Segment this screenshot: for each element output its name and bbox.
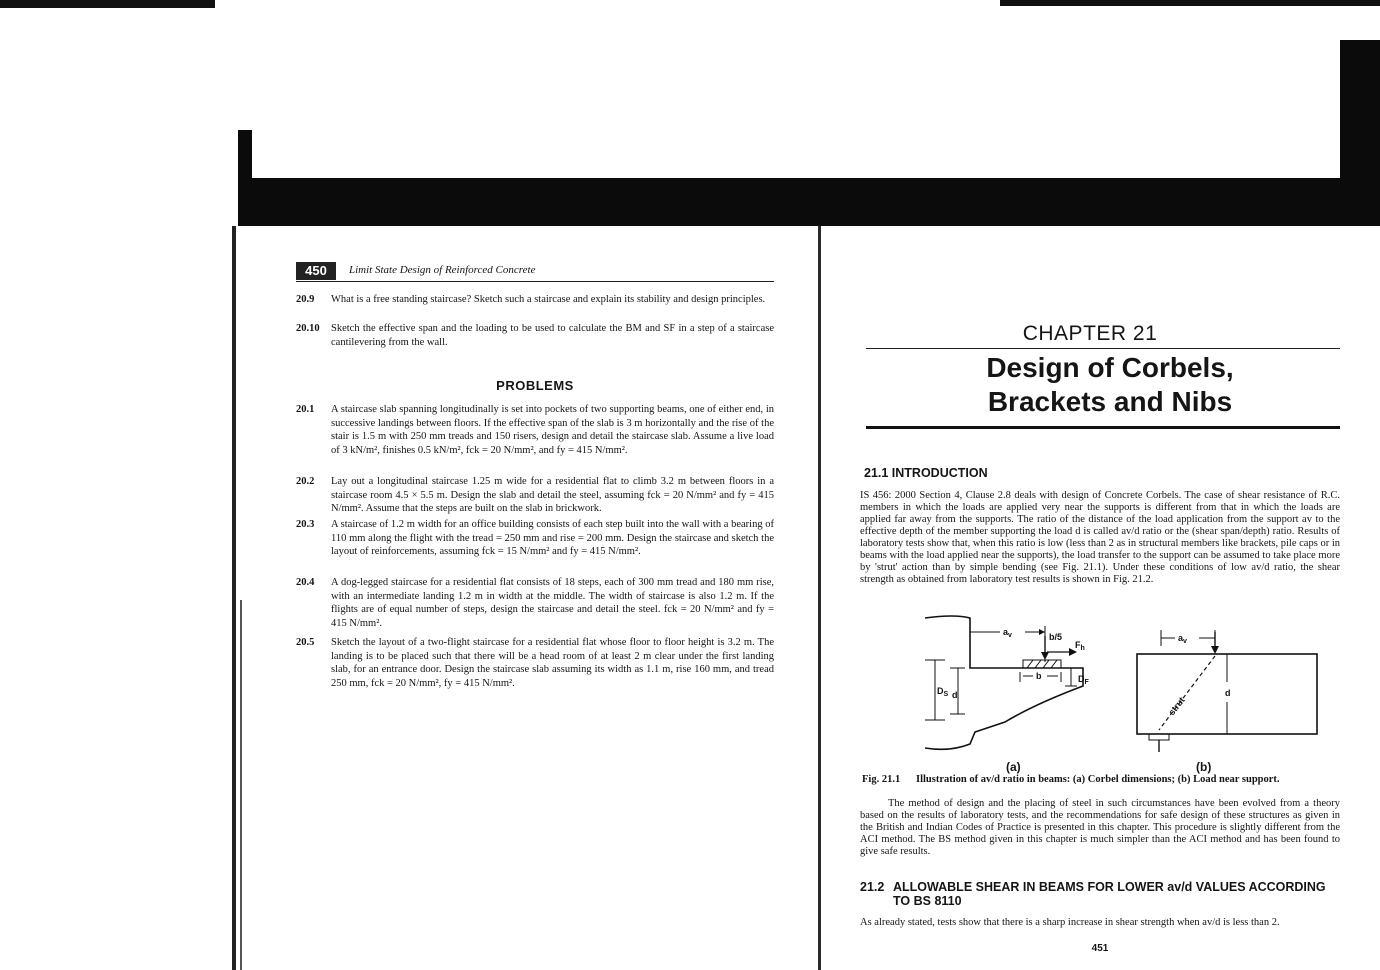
page-edge-left	[232, 226, 236, 970]
problem-text: Lay out a longitudinal staircase 1.25 m wide for a residential flat to climb 3.2 m between floors in a staircase room 4.5 × 5.5 m. Design the slab and detail the steel, assuming fck = 20 N/mm² and fy = 415 N/mm². Assume that the steps are built on the slab in brickwork.	[331, 476, 774, 515]
page-edge-left-inner	[240, 600, 242, 970]
figure-label-b: (b)	[1196, 760, 1212, 774]
section-heading-introduction: 21.1 INTRODUCTION	[864, 466, 988, 480]
chapter-label: CHAPTER 21	[1022, 322, 1158, 345]
label-fh: $F_h$	[1075, 640, 1085, 652]
question-number: 20.10	[296, 323, 320, 334]
chapter-rule-bottom	[866, 426, 1340, 429]
label-ds: $D_S$	[937, 686, 949, 698]
section-heading-allowable-shear: ALLOWABLE SHEAR IN BEAMS FOR LOWER av/d VALUES ACCORDING	[893, 880, 1326, 894]
label-av-a: $a_v$	[1003, 627, 1012, 639]
figure-caption-number: Fig. 21.1	[862, 774, 901, 785]
figure-caption-text: Illustration of av/d ratio in beams: (a) Corbel dimensions; (b) Load near support.	[916, 774, 1280, 785]
section-number-21-2: 21.2	[860, 880, 885, 894]
label-av-b: $a_v$	[1178, 633, 1187, 645]
chapter-title-line1: Design of Corbels,	[986, 352, 1234, 383]
scan-shadow-top-right	[1000, 0, 1380, 6]
page-number-right: 451	[1091, 943, 1109, 954]
scan-shadow-right-tip	[1340, 40, 1380, 226]
section-heading-allowable-shear-line2: TO BS 8110	[893, 894, 962, 908]
label-d-b: d	[1225, 688, 1231, 698]
label-strut: strut	[1166, 695, 1187, 718]
problem-number: 20.3	[296, 519, 315, 530]
question-text: What is a free standing staircase? Sketch such a staircase and explain its stability and design principles.	[331, 294, 766, 305]
figure-label-a: (a)	[1006, 760, 1021, 774]
problem-text: A staircase slab spanning longitudinally is set into pockets of two supporting beams, one of either end, in successive landings between floors. If the effective span of the slab is 3 m horizontally and the rise of the stair is 1.5 m with 250 mm treads and 150 risers, design and detail the staircase slab. Assume a live load of 3 kN/m², finishes 0.5 kN/m², fck = 20 N/mm², and fy = 415 N/mm².	[331, 404, 774, 456]
label-df: $D_F$	[1078, 674, 1089, 686]
problem-number: 20.5	[296, 637, 315, 648]
question-text: Sketch the effective span and the loading to be used to calculate the BM and SF in a step of a staircase cantilevering from the wall.	[331, 323, 774, 348]
problem-text: Sketch the layout of a two-flight staircase for a residential flat whose floor to floor height is 3.2 m. The landing is to be placed such that there will be a head room of at least 2 m clear under the first landing slab, for an entrance door. Design the staircase slab assuming its width as 1.1 m, rise 160 mm, and tread 250 mm, fck = 20 N/mm², fy = 415 N/mm².	[331, 637, 774, 689]
section-allowable-shear-text: As already stated, tests show that there is a sharp increase in shear strength when av/d is less than 2.	[860, 917, 1280, 928]
chapter-title-line2: Brackets and Nibs	[987, 386, 1233, 417]
design-method-paragraph: The method of design and the placing of steel in such circumstances have been evolved from a theory based on the results of laboratory tests, and the recommendations for safe design of these structures as given in the British and Indian Codes of Practice is presented in this chapter. This procedure is slightly different from the ACI method. The BS method given in this chapter is much simpler than the ACI method and has been found to give safe results.	[860, 798, 1340, 857]
label-d-a: d	[952, 690, 958, 700]
scan-shadow-band	[245, 178, 1380, 226]
section-introduction-text: IS 456: 2000 Section 4, Clause 2.8 deals with design of Concrete Corbels. The case of shear resistance of R.C. members in which the loads are applied very near the supports is different from that in which the loads are applied far away from the supports. The ratio of the distance of the load application from the support av to the effective depth of the member supporting the load d is called av/d ratio or the (shear span/depth) ratio. Results of laboratory tests show that, when this ratio is low (less than 2 as in structural members like brackets, pile caps or in beams with the load applied near the supports), the load transfer to the support can be assumed to take place more by 'strut' action than by simple bending (see Fig. 21.1). Under these conditions of low av/d ratio, the shear strength as obtained from laboratory test results is shown in Fig. 21.2.	[860, 490, 1340, 585]
running-head: Limit State Design of Reinforced Concrete	[349, 264, 536, 276]
label-b5: b/5	[1049, 632, 1063, 642]
header-rule	[296, 281, 774, 282]
book-gutter	[818, 226, 821, 970]
problem-text: A dog-legged staircase for a residential flat consists of 18 steps, each of 300 mm tread and 180 mm rise, with an intermediate landing 1.2 m in width at the middle. The width of staircase is also 1.2 m. If the flights are of equal number of steps, design the staircase and detail the steel. fck = 20 N/mm² and fy = 415 N/mm².	[331, 577, 774, 629]
problems-heading: PROBLEMS	[496, 378, 574, 393]
problem-number: 20.4	[296, 577, 315, 588]
scan-shadow-top-left	[0, 0, 215, 8]
problem-number: 20.2	[296, 476, 315, 487]
chapter-rule-top	[866, 348, 1340, 349]
problem-text: A staircase of 1.2 m width for an office building consists of each step built into the wall with a bearing of 110 mm along the flight with the tread = 250 mm and rise = 200 mm. Design the staircase and sketch the layout of reinforcements, assuming fck = 15 N/mm² and fy = 415 N/mm².	[331, 519, 774, 558]
question-number: 20.9	[296, 294, 315, 305]
problem-number: 20.1	[296, 404, 315, 415]
corbel-figure	[915, 612, 1335, 762]
label-b: b	[1036, 671, 1042, 681]
page-number-left: 450	[296, 262, 336, 280]
